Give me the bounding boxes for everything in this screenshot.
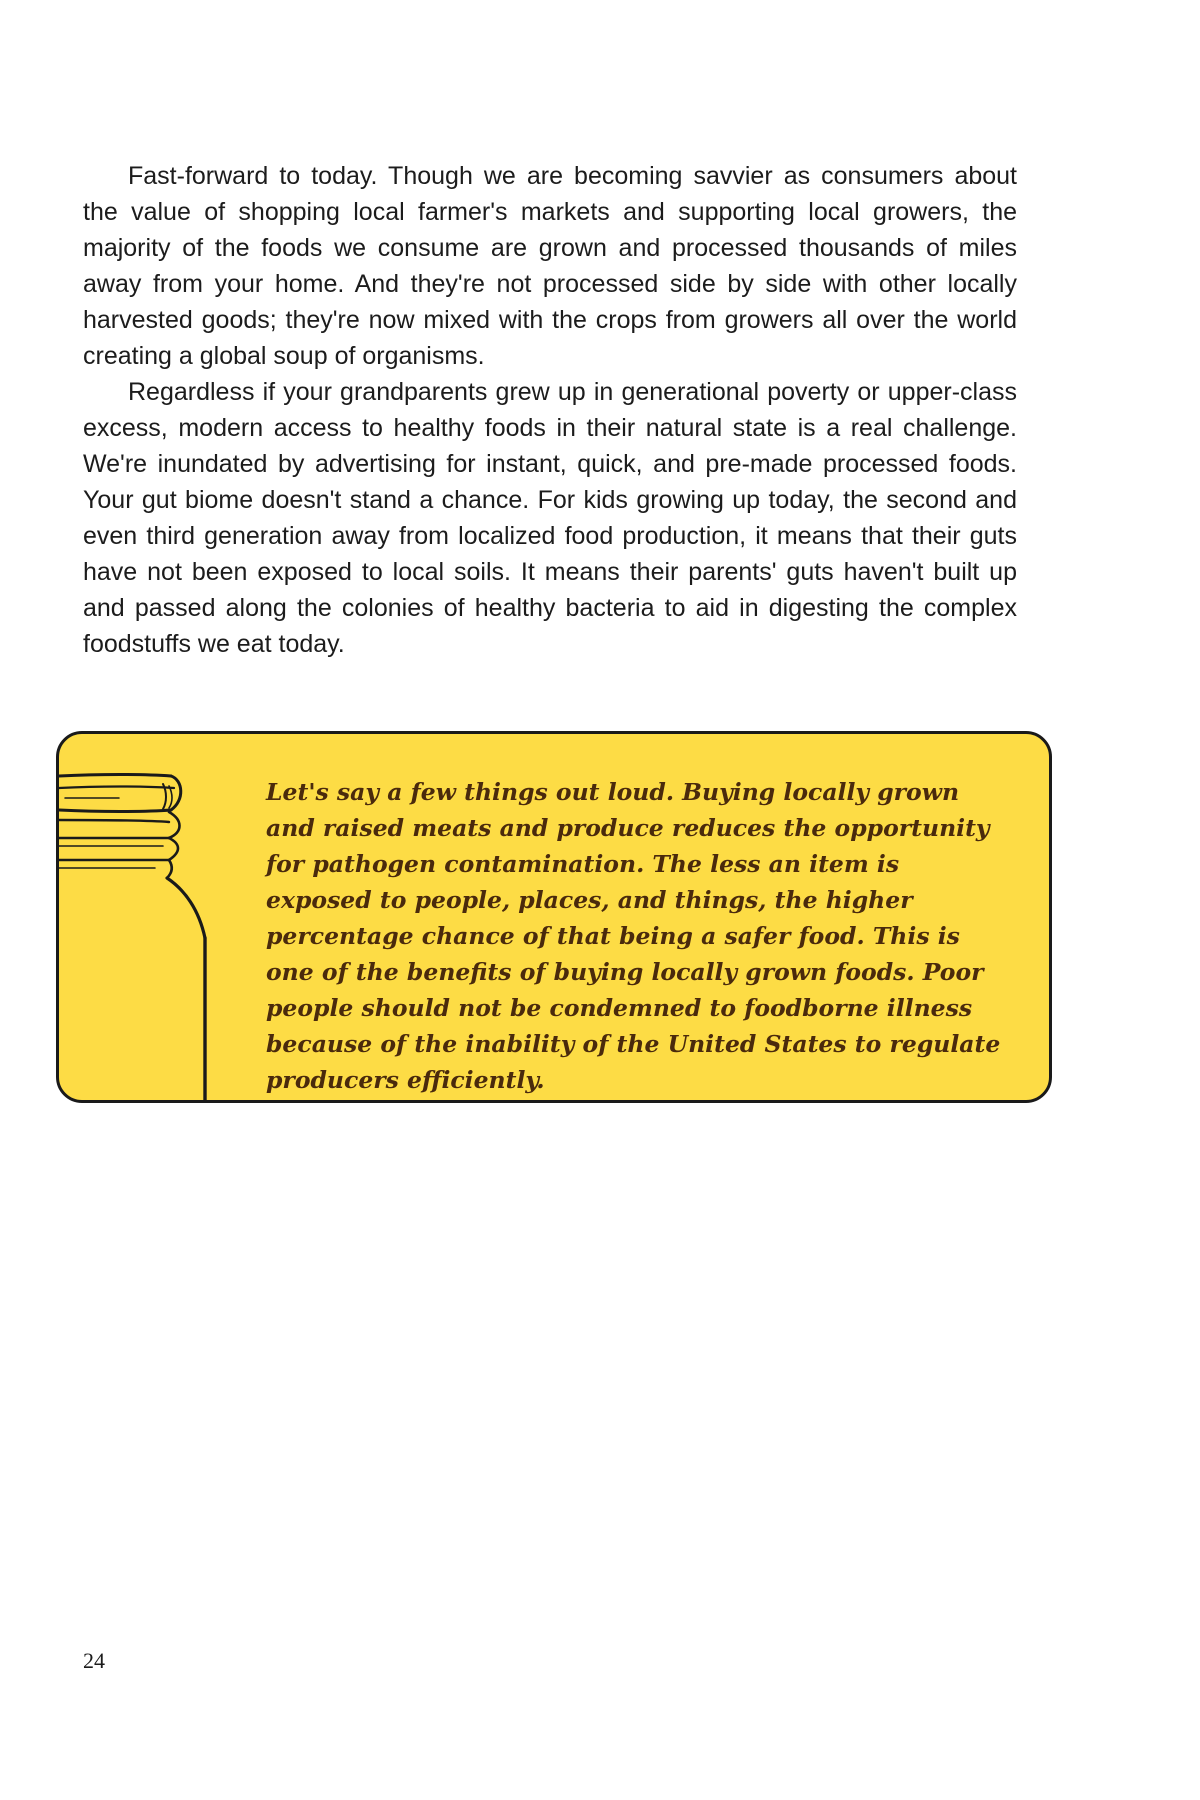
callout-text: Let's say a few things out loud. Buying locally grown and raised meats and produce reduces the opportunity for pathogen contamination. The less an item is exposed to people, places, and things, the higher percentage chance of that being a safer food. This is one of the benefits of buying locally grown foods. Poor people should not be condemned to foodborne illness because of the inability of the United States to regulate producers efficiently. [266,778,1001,1094]
body-paragraph-2: Regardless if your grandparents grew up in generational poverty or upper-class excess, modern access to healthy foods in their natural state is a real challenge. We're inundated by advertising for instant, quick, and pre-made processed foods. Your gut biome doesn't stand a chance. For kids growing up today, the second and even third generation away from localized food production, it means that their guts have not been exposed to local soils. It means their parents' guts haven't built up and passed along the colonies of healthy bacteria to aid in digesting the complex foodstuffs we eat today. [83,378,1017,658]
body-text [83,158,1017,662]
callout-box [56,731,1052,1103]
mason-jar-icon [59,734,239,1100]
body-paragraph-1: Fast-forward to today. Though we are becoming savvier as consumers about the value of shopping local farmer's markets and supporting local growers, the majority of the foods we consume are grown and processed thousands of miles away from your home. And they're not processed side by side with other locally harvested goods; they're now mixed with the crops from growers all over the world creating a global soup of organisms. [83,162,1017,370]
page-number: 24 [83,1648,105,1673]
